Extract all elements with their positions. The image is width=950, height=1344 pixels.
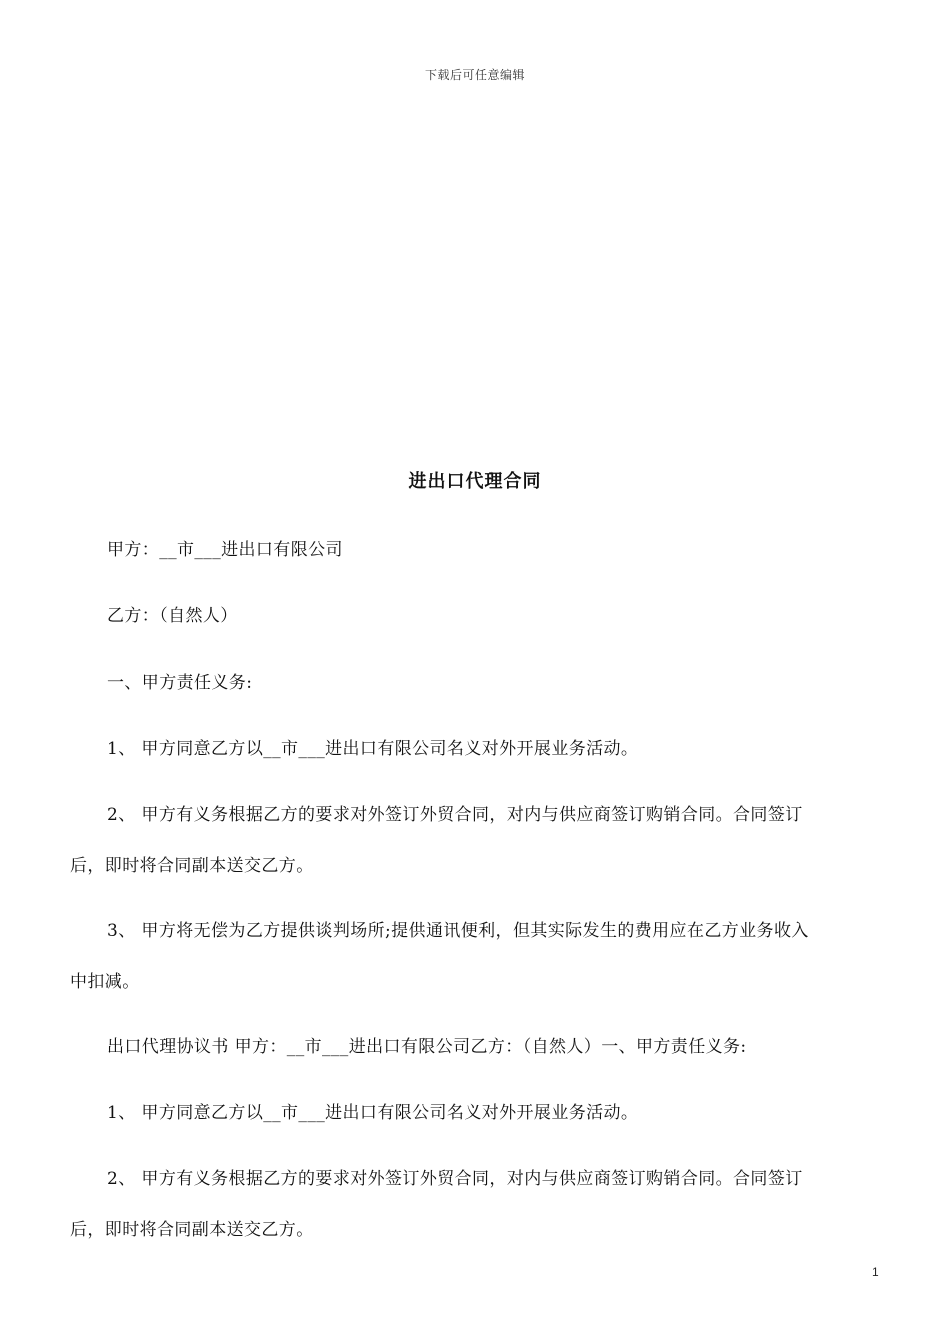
page-number: 1 [872, 1265, 879, 1279]
repeat-clause-2-line-1: 2、 甲方有义务根据乙方的要求对外签订外贸合同，对内与供应商签订购销合同。合同签订 [107, 1169, 803, 1189]
repeat-clause-1: 1、 甲方同意乙方以__市___进出口有限公司名义对外开展业务活动。 [107, 1103, 639, 1123]
agreement-intro: 出口代理协议书 甲方：__市___进出口有限公司乙方：（自然人）一、甲方责任义务: [107, 1037, 747, 1057]
party-a-line: 甲方：__市___进出口有限公司 [107, 540, 343, 560]
clause-3-line-1: 3、 甲方将无偿为乙方提供谈判场所;提供通讯便利，但其实际发生的费用应在乙方业务收入 [107, 921, 809, 941]
clause-2-line-1: 2、 甲方有义务根据乙方的要求对外签订外贸合同，对内与供应商签订购销合同。合同签订 [107, 805, 803, 825]
document-title: 进出口代理合同 [408, 471, 542, 492]
clause-1: 1、 甲方同意乙方以__市___进出口有限公司名义对外开展业务活动。 [107, 739, 639, 759]
repeat-clause-2-line-2: 后，即时将合同副本送交乙方。 [70, 1220, 314, 1240]
header-note: 下载后可任意编辑 [424, 68, 525, 82]
clause-3-line-2: 中扣减。 [70, 972, 140, 992]
party-b-line: 乙方：（自然人） [107, 606, 238, 626]
section-heading: 一、甲方责任义务: [107, 673, 253, 693]
clause-2-line-2: 后，即时将合同副本送交乙方。 [70, 856, 314, 876]
